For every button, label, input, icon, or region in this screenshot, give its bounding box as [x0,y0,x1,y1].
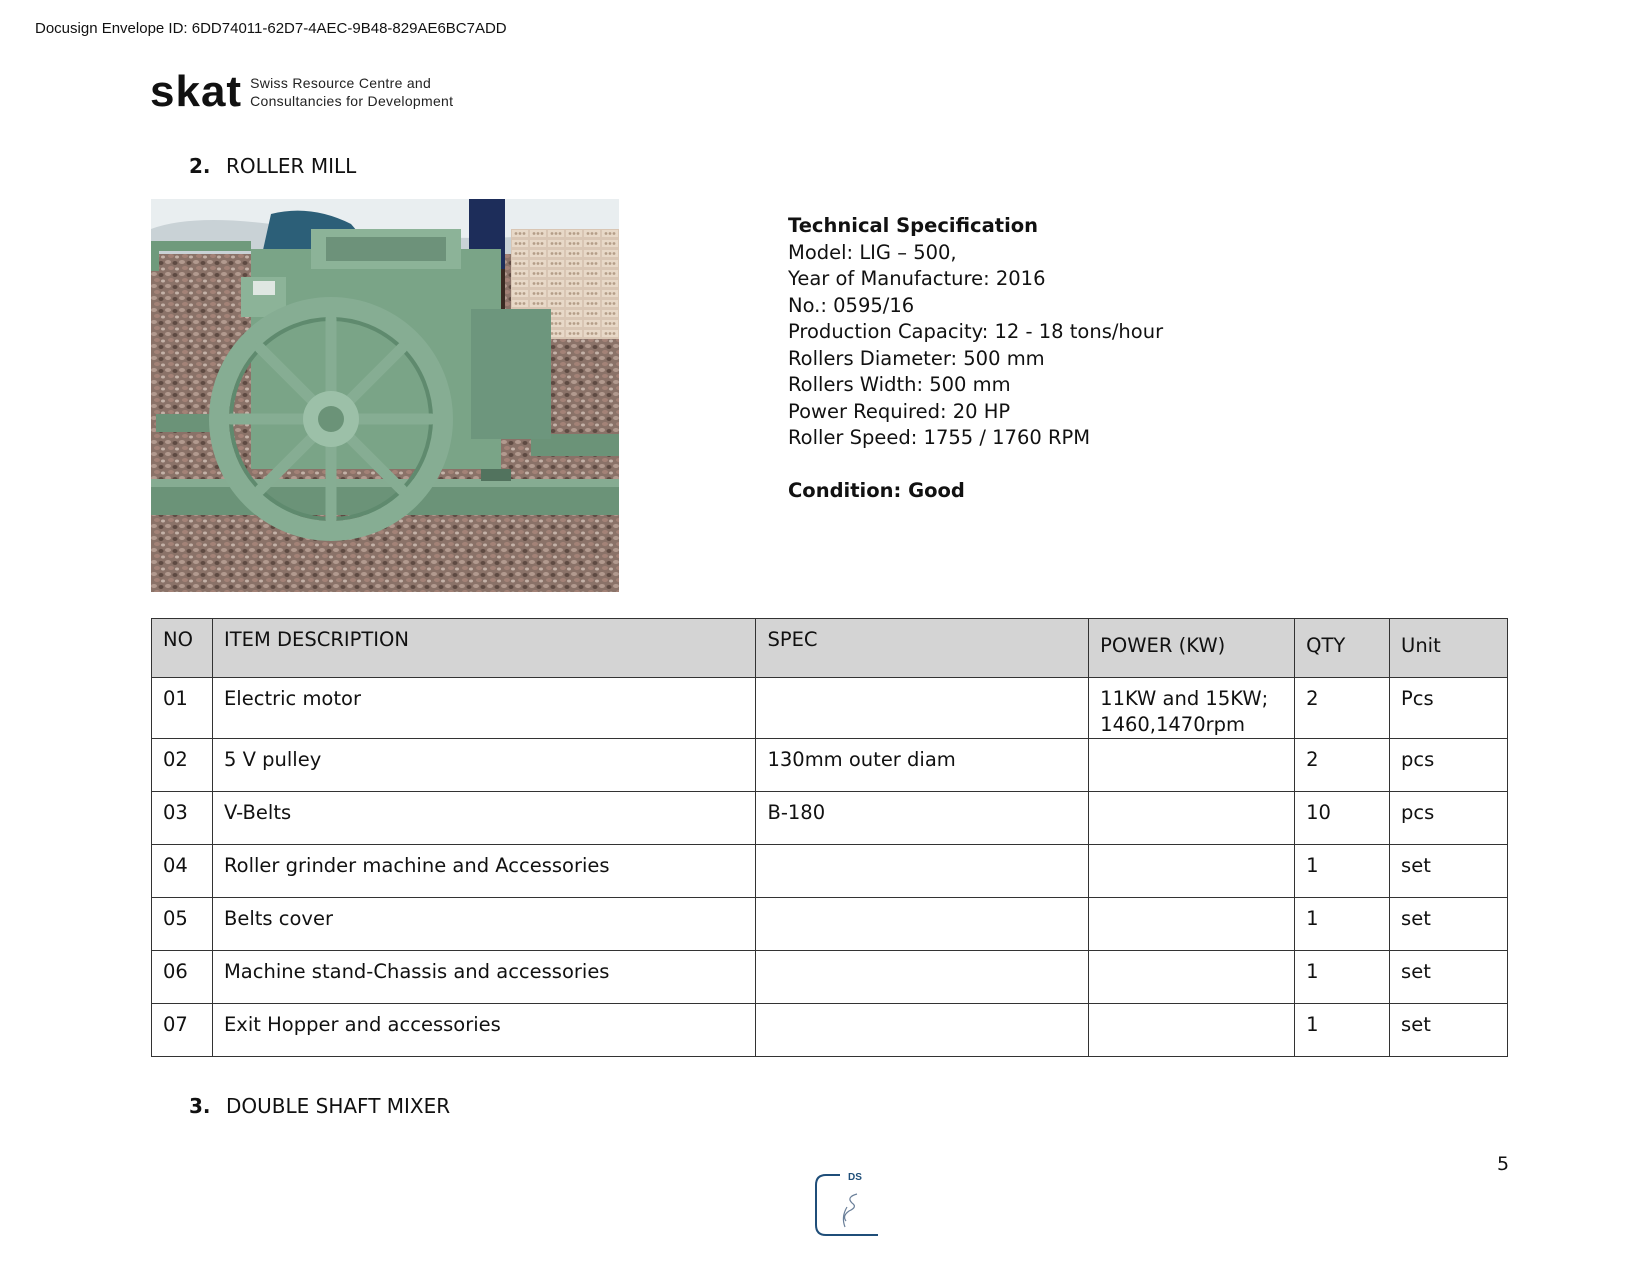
cell-power [1089,739,1295,792]
spec-rollers-diameter: Rollers Diameter: 500 mm [788,346,1045,370]
cell-unit: pcs [1390,792,1508,845]
cell-qty: 1 [1295,845,1390,898]
cell-unit: Pcs [1390,678,1508,739]
cell-no: 03 [152,792,213,845]
header-spec: SPEC [756,619,1089,678]
spec-roller-speed: Roller Speed: 1755 / 1760 RPM [788,426,1091,449]
spec-year: Year of Manufacture: 2016 [788,267,1046,290]
cell-qty: 2 [1295,678,1390,739]
section-number: 3. [189,1094,211,1118]
table-row [152,792,1508,845]
cell-spec [756,898,1089,951]
table-row [152,898,1508,951]
cell-unit: set [1390,898,1508,951]
cell-description: Machine stand-Chassis and accessories [212,951,755,1004]
cell-description: Belts cover [212,898,755,951]
cell-description: Roller grinder machine and Accessories [212,845,755,898]
cell-power [1089,845,1295,898]
skat-logo [150,67,454,116]
cell-power [1089,898,1295,951]
cell-qty: 1 [1295,1004,1390,1057]
table-row [152,1004,1508,1057]
cell-no: 02 [152,739,213,792]
cell-unit: set [1390,1004,1508,1057]
logo-tagline [250,74,453,110]
docusign-initials-stamp [812,1169,880,1241]
cell-description: Exit Hopper and accessories [212,1004,755,1057]
spec-serial-number: No.: 0595/16 [788,293,915,317]
cell-spec: B-180 [756,792,1089,845]
cell-power [1089,951,1295,1004]
header-item-description: ITEM DESCRIPTION [212,619,755,678]
technical-specification [788,213,1163,505]
header-qty: QTY [1295,619,1390,678]
cell-description: Electric motor [212,678,755,739]
spec-power: Power Required: 20 HP [788,399,1011,423]
cell-no: 04 [152,845,213,898]
cell-no: 05 [152,898,213,951]
table-header-row [152,619,1508,678]
table-row [152,739,1508,792]
cell-qty: 10 [1295,792,1390,845]
header-power: POWER (KW) [1089,619,1295,678]
roller-mill-photo [151,199,619,592]
items-table [151,618,1508,1057]
cell-spec [756,951,1089,1004]
cell-spec [756,678,1089,739]
cell-spec: 130mm outer diam [756,739,1089,792]
header-no: NO [152,619,213,678]
section-number: 2. [189,154,211,178]
spec-rollers-width: Rollers Width: 500 mm [788,373,1011,396]
section-title: ROLLER MILL [226,154,357,178]
table-row [152,678,1508,739]
cell-qty: 2 [1295,739,1390,792]
table-row [152,845,1508,898]
cell-power: 11KW and 15KW; 1460,1470rpm [1089,678,1295,739]
cell-no: 01 [152,678,213,739]
cell-no: 07 [152,1004,213,1057]
envelope-id: Docusign Envelope ID: 6DD74011-62D7-4AEC-9B48-829AE6BC7ADD [35,20,507,37]
cell-unit: set [1390,951,1508,1004]
logo-tagline-line1: Swiss Resource Centre and [250,75,432,91]
cell-qty: 1 [1295,898,1390,951]
cell-description: 5 V pulley [212,739,755,792]
cell-spec [756,845,1089,898]
spec-condition: Condition: Good [788,479,965,502]
section-heading-double-shaft-mixer [189,1094,450,1118]
cell-no: 06 [152,951,213,1004]
section-heading-roller-mill [189,154,356,178]
cell-description: V-Belts [212,792,755,845]
cell-power [1089,792,1295,845]
spec-capacity: Production Capacity: 12 - 18 tons/hour [788,320,1164,343]
page-number: 5 [1497,1153,1510,1175]
header-unit: Unit [1390,619,1508,678]
section-title: DOUBLE SHAFT MIXER [226,1094,451,1118]
cell-qty: 1 [1295,951,1390,1004]
spec-title: Technical Specification [788,214,1039,237]
spec-model: Model: LIG – 500, [788,240,957,264]
cell-unit: set [1390,845,1508,898]
ds-badge-label: DS [848,1172,862,1183]
cell-unit: pcs [1390,739,1508,792]
table-row [152,951,1508,1004]
logo-tagline-line2: Consultancies for Development [250,93,454,109]
logo-wordmark: skat [150,67,243,116]
cell-power [1089,1004,1295,1057]
cell-spec [756,1004,1089,1057]
